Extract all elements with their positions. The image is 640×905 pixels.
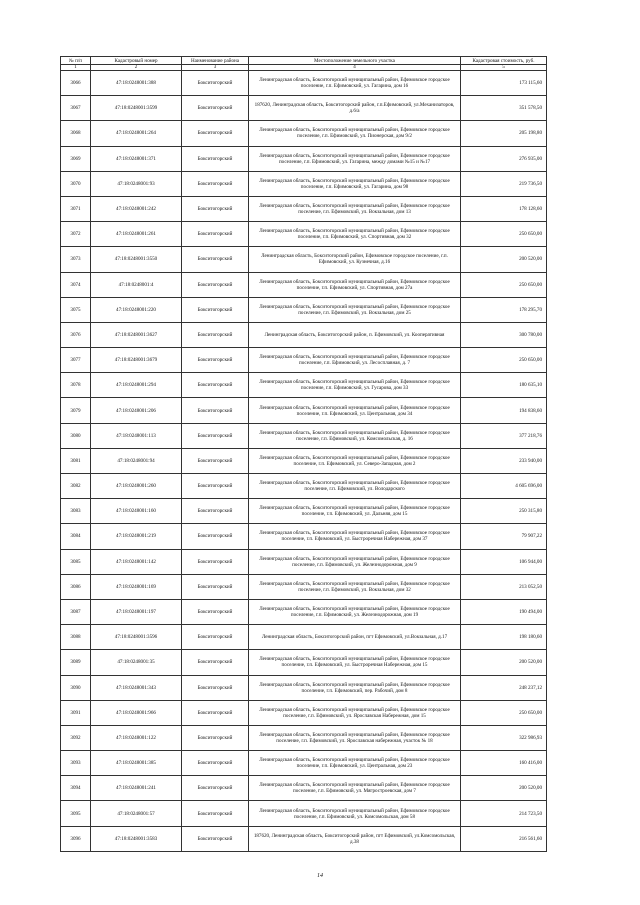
table-row [61,398,547,423]
location-address: Ленинградская область, Бокситогорский муниципальный район, Ефимовское городское поселение, г.п. Ефимовский, ул. Железнодорожная, дом 9 [249,549,461,574]
table-row [61,146,547,171]
table-row [61,599,547,624]
cadastral-value: 276 935,00 [461,146,547,171]
table-row [61,776,547,801]
table-row [61,549,547,574]
table-row [61,574,547,599]
cadastral-number: 47:18:0248001:242 [91,196,182,221]
cadastral-number: 47:18:0248001:57 [91,801,182,826]
header-index: № п/п [61,57,91,65]
location-address: Ленинградская область, Бокситогорский муниципальный район, Ефимовское городское поселение, г.п. Ефимовский, ул. Спортивная, дом 27а [249,272,461,297]
cadastral-value: 106 944,00 [461,549,547,574]
table-row [61,71,547,96]
location-address: Ленинградская область, Бокситогорский муниципальный район, Ефимовское городское поселение, г.п. Ефимовский, ул. Железнодорожная, дом 19 [249,599,461,624]
table-row [61,222,547,247]
row-index: 3089 [61,650,91,675]
cadastral-value: 351 578,50 [461,96,547,121]
district-name: Бокситогорский [182,121,249,146]
cadastral-value: 219 736,50 [461,171,547,196]
location-address: Ленинградская область, Бокситогорский муниципальный район, Ефимовское городское поселение, г.п. Ефимовский, ул. Быстроречная Набережная, дом 37 [249,524,461,549]
cadastral-number: 47:18:0248001:294 [91,373,182,398]
table-row [61,247,547,272]
cadastral-number: 47:18:0248001:264 [91,121,182,146]
cadastral-value: 173 115,60 [461,71,547,96]
district-name: Бокситогорский [182,751,249,776]
cadastral-number: 47:18:0248001:169 [91,574,182,599]
table-row [61,196,547,221]
cadastral-number: 47:18:0248001:260 [91,474,182,499]
row-index: 3070 [61,171,91,196]
cadastral-number: 47:18:0248001:220 [91,297,182,322]
location-address: Ленинградская область, Бокситогорский муниципальный район, Ефимовское городское поселение, г.п. Ефимовский, ул. Гагарина, дом 16 [249,71,461,96]
district-name: Бокситогорский [182,599,249,624]
location-address: Ленинградская область, Бокситогорский муниципальный район, Ефимовское городское поселение, г.п. Ефимовский, ул. Гагарина, между домами №15 и №17 [249,146,461,171]
district-name: Бокситогорский [182,348,249,373]
district-name: Бокситогорский [182,549,249,574]
district-name: Бокситогорский [182,801,249,826]
cadastral-value: 233 940,00 [461,448,547,473]
cadastral-value-table [60,56,547,852]
district-name: Бокситогорский [182,71,249,96]
location-address: Ленинградская область, Бокситогорский муниципальный район, Ефимовское городское поселение, г.п. Ефимовский, ул. Дальняя, дом 15 [249,499,461,524]
row-index: 3081 [61,448,91,473]
row-index: 3080 [61,423,91,448]
row-index: 3074 [61,272,91,297]
cadastral-value: 250 650,00 [461,222,547,247]
cadastral-number: 47:18:0248001:3550 [91,247,182,272]
cadastral-value: 216 561,60 [461,826,547,851]
cadastral-value: 250 315,80 [461,499,547,524]
cadastral-value: 160 416,00 [461,751,547,776]
district-name: Бокситогорский [182,398,249,423]
table-row [61,700,547,725]
table-row [61,725,547,750]
cadastral-value: 200 520,00 [461,776,547,801]
row-index: 3077 [61,348,91,373]
row-index: 3082 [61,474,91,499]
cadastral-value: 300 780,00 [461,322,547,347]
cadastral-number: 47:18:0248001:3599 [91,96,182,121]
table-row [61,751,547,776]
cadastral-value: 198 180,60 [461,625,547,650]
location-address: Ленинградская область, Бокситогорский муниципальный район, Ефимовское городское поселение, г.п. Ефимовский, ул. Ярославская Набережная, дом 15 [249,700,461,725]
location-address: Ленинградская область, Бокситогорский муниципальный район, Ефимовское городское поселение, г.п. Ефимовский, ул. Комсомольская, дом 58 [249,801,461,826]
row-index: 3073 [61,247,91,272]
header-district: Наименование района [182,57,249,65]
cadastral-value: 250 650,00 [461,272,547,297]
cadastral-number: 47:18:0248001:160 [91,499,182,524]
district-name: Бокситогорский [182,272,249,297]
cadastral-value: 200 520,00 [461,247,547,272]
district-name: Бокситогорский [182,625,249,650]
cadastral-number: 47:18:0248001:122 [91,725,182,750]
table-row [61,524,547,549]
row-index: 3091 [61,700,91,725]
cadastral-number: 47:18:0248001:35 [91,650,182,675]
district-name: Бокситогорский [182,423,249,448]
district-name: Бокситогорский [182,524,249,549]
row-index: 3076 [61,322,91,347]
table-row [61,423,547,448]
location-address: Ленинградская область, Бокситогорский муниципальный район, Ефимовское городское поселение, г.п. Ефимовский, ул. Северо-Западная, дом 2 [249,448,461,473]
row-index: 3090 [61,675,91,700]
cadastral-value: 213 052,50 [461,574,547,599]
row-index: 3078 [61,373,91,398]
table-row [61,322,547,347]
location-address: Ленинградская область, Бокситогорский муниципальный район, Ефимовское городское поселение, г.п. Ефимовский, ул. Пионерская, дом 9/2 [249,121,461,146]
cadastral-value: 250 650,00 [461,700,547,725]
cadastral-value: 200 520,00 [461,650,547,675]
cadastral-value: 377 218,76 [461,423,547,448]
location-address: Ленинградская область, Бокситогорский муниципальный район, Ефимовское городское поселение, г.п. Ефимовский, ул. Вокзальная, дом 25 [249,297,461,322]
location-address: Ленинградская область, Бокситогорский муниципальный район, Ефимовское городское поселение, г.п. Ефимовский, ул. Володарского [249,474,461,499]
district-name: Бокситогорский [182,448,249,473]
row-index: 3067 [61,96,91,121]
location-address: Ленинградская область, Бокситогорский муниципальный район, Ефимовское городское поселение, г.п. Ефимовский, ул. Вокзальная, дом 32 [249,574,461,599]
district-name: Бокситогорский [182,247,249,272]
cadastral-value: 322 986,93 [461,725,547,750]
table-row [61,121,547,146]
table-row [61,272,547,297]
district-name: Бокситогорский [182,96,249,121]
location-address: 187620, Ленинградская область, Бокситогорский район, пгт Ефимовский, ул.Комсомольская, д.38 [249,826,461,851]
row-index: 3079 [61,398,91,423]
cadastral-number: 47:18:0248001:197 [91,599,182,624]
district-name: Бокситогорский [182,675,249,700]
table-row [61,625,547,650]
row-index: 3094 [61,776,91,801]
table-row [61,348,547,373]
cadastral-value: 214 723,50 [461,801,547,826]
row-index: 3069 [61,146,91,171]
cadastral-number: 47:18:0248001:94 [91,448,182,473]
cadastral-value: 178 128,60 [461,196,547,221]
district-name: Бокситогорский [182,146,249,171]
district-name: Бокситогорский [182,196,249,221]
header-cadastral-number: Кадастровый номер [91,57,182,65]
header-cadastral-value: Кадастровая стоимость, руб. [461,57,547,65]
location-address: Ленинградская область, Бокситогорский муниципальный район, Ефимовское городское поселение, г.п. Ефимовский, ул. Гагарина, дом 98 [249,171,461,196]
district-name: Бокситогорский [182,373,249,398]
row-index: 3084 [61,524,91,549]
location-address: Ленинградская область, Бокситогорский район, пгт Ефимовский, ул.Вокзальная, д.17 [249,625,461,650]
row-index: 3083 [61,499,91,524]
row-index: 3068 [61,121,91,146]
table-body [61,71,547,852]
cadastral-number: 47:18:0248001:93 [91,171,182,196]
district-name: Бокситогорский [182,171,249,196]
cadastral-number: 47:18:0248001:113 [91,423,182,448]
column-number: 1 [61,65,91,71]
district-name: Бокситогорский [182,322,249,347]
location-address: Ленинградская область, Бокситогорский муниципальный район, Ефимовское городское поселение, г.п. Ефимовский, ул. Центральная, дом 23 [249,751,461,776]
district-name: Бокситогорский [182,222,249,247]
district-name: Бокситогорский [182,474,249,499]
district-name: Бокситогорский [182,826,249,851]
location-address: Ленинградская область, Бокситогорский муниципальный район, Ефимовское городское поселение, г.п. Ефимовский, ул. Спортивная, дом 32 [249,222,461,247]
table-header [61,57,547,71]
district-name: Бокситогорский [182,499,249,524]
cadastral-value: 178 295,70 [461,297,547,322]
row-index: 3072 [61,222,91,247]
cadastral-value-table-sheet [60,56,546,852]
location-address: Ленинградская область, Бокситогорский муниципальный район, Ефимовское городское поселение, г.п. Ефимовский, ул. Быстроречная Набережная, дом 15 [249,650,461,675]
cadastral-number: 47:18:0248001:388 [91,71,182,96]
cadastral-value: 180 635,10 [461,373,547,398]
cadastral-value: 250 650,00 [461,348,547,373]
column-number: 5 [461,65,547,71]
header-location: Местоположение земельного участка [249,57,461,65]
location-address: Ленинградская область, Бокситогорский муниципальный район, Ефимовское городское поселение, г.п. Ефимовский, пер. Рабочий, дом 8 [249,675,461,700]
cadastral-number: 47:18:0248001:385 [91,751,182,776]
cadastral-number: 47:18:0248001:371 [91,146,182,171]
cadastral-number: 47:18:0248001:206 [91,398,182,423]
cadastral-number: 47:18:0248001:261 [91,222,182,247]
district-name: Бокситогорский [182,650,249,675]
row-index: 3095 [61,801,91,826]
district-name: Бокситогорский [182,725,249,750]
table-row [61,373,547,398]
location-address: Ленинградская область, Бокситогорский муниципальный район, Ефимовское городское поселение, г.п. Ефимовский, ул. Гусарова, дом 33 [249,373,461,398]
cadastral-value: 190 494,00 [461,599,547,624]
location-address: Ленинградская область, Бокситогорский муниципальный район, Ефимовское городское поселение, г.п. Ефимовский, ул. Ярославская набережная, участок № 18 [249,725,461,750]
cadastral-number: 47:18:0248001:343 [91,675,182,700]
cadastral-value: 4 605 696,00 [461,474,547,499]
table-row [61,171,547,196]
column-number: 2 [91,65,182,71]
row-index: 3075 [61,297,91,322]
location-address: Ленинградская область, Бокситогорский муниципальный район, Ефимовское городское поселение, г.п. Ефимовский, ул. Комсомольская, д. 16 [249,423,461,448]
page-number: 14 [317,873,323,879]
row-index: 3071 [61,196,91,221]
location-address: Ленинградская область, Бокситогорский район, Ефимовское городское поселение, г.п. Ефимовский, ул. Кузнечная, д.16 [249,247,461,272]
cadastral-number: 47:18:0248001:3596 [91,625,182,650]
district-name: Бокситогорский [182,700,249,725]
location-address: Ленинградская область, Бокситогорский муниципальный район, Ефимовское городское поселение, г.п. Ефимовский, ул. Мягростроевская, дом 7 [249,776,461,801]
cadastral-number: 47:18:0248001:3627 [91,322,182,347]
location-address: Ленинградская область, Бокситогорский муниципальный район, Ефимовское городское поселение, г.п. Ефимовский, ул. Вокзальная, дом 13 [249,196,461,221]
cadastral-value: 205 198,80 [461,121,547,146]
table-row [61,675,547,700]
row-index: 3087 [61,599,91,624]
table-row [61,499,547,524]
row-index: 3085 [61,549,91,574]
cadastral-value: 79 907,22 [461,524,547,549]
row-index: 3092 [61,725,91,750]
district-name: Бокситогорский [182,776,249,801]
cadastral-number: 47:18:0248001:4 [91,272,182,297]
table-row [61,826,547,851]
column-number: 4 [249,65,461,71]
row-index: 3093 [61,751,91,776]
cadastral-number: 47:18:0248001:142 [91,549,182,574]
table-row [61,448,547,473]
column-number: 3 [182,65,249,71]
table-row [61,96,547,121]
cadastral-number: 47:18:0248001:241 [91,776,182,801]
district-name: Бокситогорский [182,297,249,322]
table-row [61,297,547,322]
location-address: 187620, Ленинградская область, Бокситогорский район, г.п.Ефимовский, ул.Механизаторов, д.6/а [249,96,461,121]
table-row [61,650,547,675]
cadastral-number: 47:18:0248001:3679 [91,348,182,373]
row-index: 3066 [61,71,91,96]
row-index: 3088 [61,625,91,650]
cadastral-number: 47:18:0248001:3583 [91,826,182,851]
cadastral-number: 47:18:0248001:966 [91,700,182,725]
cadastral-value: 248 237,12 [461,675,547,700]
cadastral-value: 194 838,60 [461,398,547,423]
cadastral-number: 47:18:0248001:219 [91,524,182,549]
row-index: 3096 [61,826,91,851]
location-address: Ленинградская область, Бокситогорский муниципальный район, Ефимовское городское поселение, г.п. Ефимовский, ул. Лесосплавная, д. 7 [249,348,461,373]
row-index: 3086 [61,574,91,599]
table-row [61,801,547,826]
table-row [61,474,547,499]
location-address: Ленинградская область, Бокситогорский муниципальный район, Ефимовское городское поселение, г.п. Ефимовский, ул. Центральная, дом 34 [249,398,461,423]
location-address: Ленинградская область, Бокситогорский район, п. Ефимовский, ул. Кооперативная [249,322,461,347]
district-name: Бокситогорский [182,574,249,599]
